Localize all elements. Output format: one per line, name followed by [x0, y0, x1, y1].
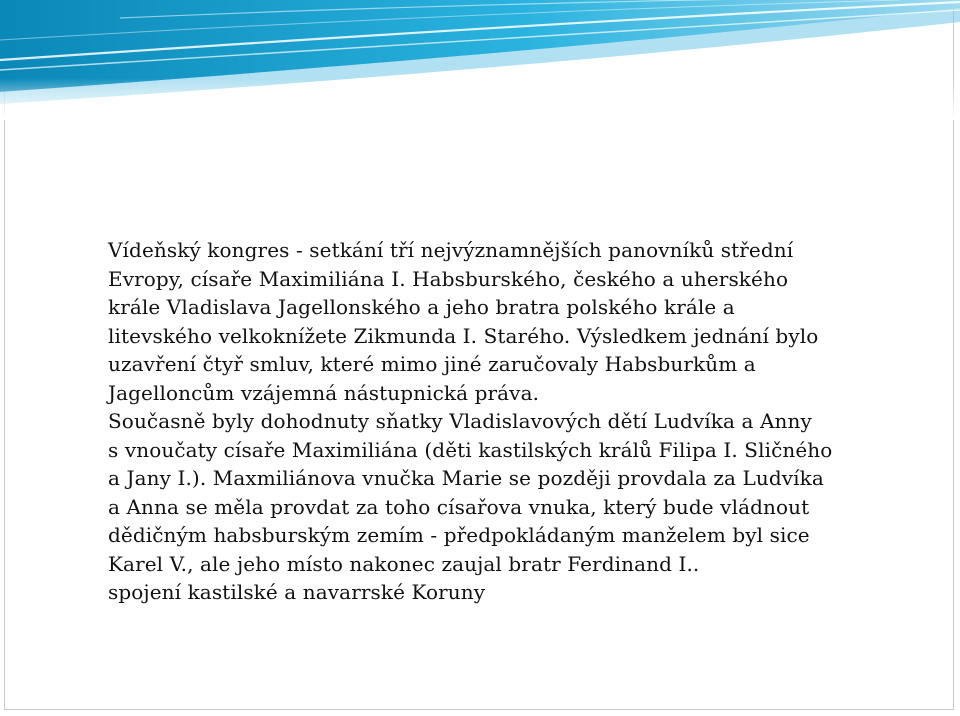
- body-line: a Anna se měla provdat za toho císařova vnuka, který bude vládnout: [108, 494, 810, 519]
- body-line: Jagelloncům vzájemná nástupnická práva.: [108, 380, 540, 405]
- body-line: uzavření čtyř smluv, které mimo jiné zaručovaly Habsburkům a: [108, 352, 756, 376]
- body-line: Karel V., ale jeho místo nakonec zaujal bratr Ferdinand I..: [108, 551, 700, 576]
- body-line: litevského velkoknížete Zikmunda I. Starého. Výsledkem jednání bylo: [108, 323, 819, 348]
- body-line: Současně byly dohodnuty sňatky Vladislavových dětí Ludvíka a Anny: [108, 409, 812, 433]
- body-line: Evropy, císaře Maximiliána I. Habsburského, českého a uherského: [108, 266, 789, 291]
- slide-body-text: [108, 236, 868, 607]
- body-line: a Jany I.). Maxmiliánova vnučka Marie se později provdala za Ludvíka: [108, 466, 824, 490]
- body-line: s vnoučaty císaře Maximiliána (děti kastilských králů Filipa I. Sličného: [108, 437, 833, 462]
- body-line: spojení kastilské a navarrské Koruny: [108, 580, 486, 604]
- body-line: krále Vladislava Jagellonského a jeho bratra polského krále a: [108, 295, 735, 319]
- body-line: Vídeňský kongres - setkání tří nejvýznamnějších panovníků střední: [108, 238, 794, 262]
- body-line: dědičným habsburským zemím - předpokládaným manželem byl sice: [108, 523, 810, 547]
- top-banner-decoration: [0, 0, 960, 120]
